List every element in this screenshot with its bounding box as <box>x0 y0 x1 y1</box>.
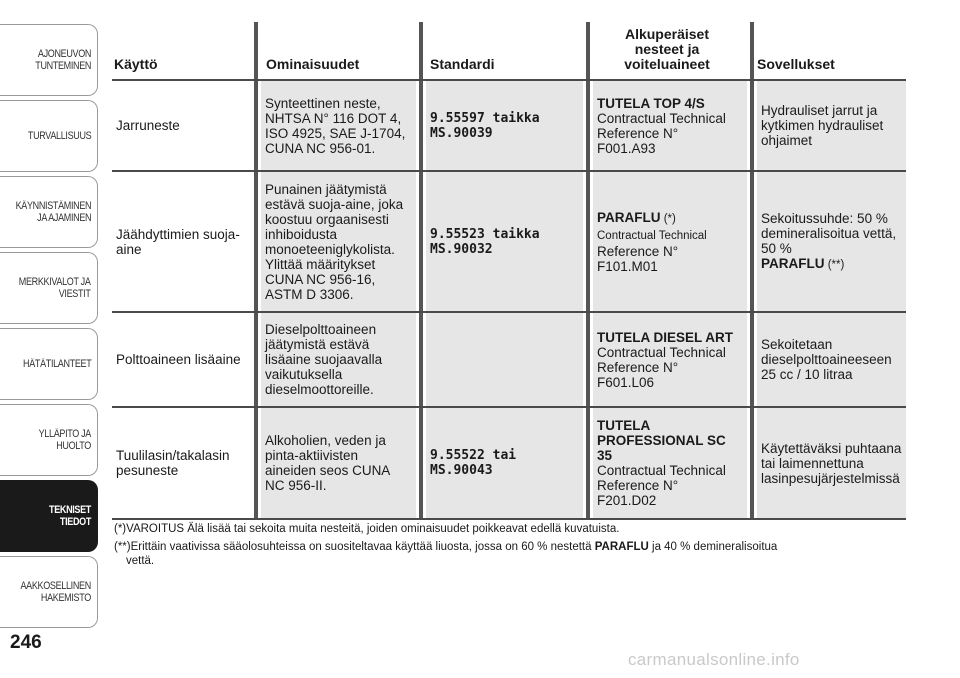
product-name: PARAFLU <box>761 255 825 271</box>
column-separator <box>586 22 590 520</box>
reference-label: Reference N° <box>597 125 679 141</box>
header-sovellukset: Sovellukset <box>757 56 835 72</box>
table-row-1-sovellukset <box>757 81 906 170</box>
footnote-text: (**)Erittäin vaativissa sääolosuhteissa on suositeltavaa käyttää liuosta, jossa on 60 % nestettä <box>114 541 595 553</box>
cell-text: 9.55522 tai MS.90043 <box>430 448 517 478</box>
table-row-2-alkuperaiset <box>593 172 747 311</box>
table-row-4-kaytto <box>112 408 254 518</box>
table-row-3-kaytto <box>112 313 254 406</box>
cell-text: Sekoitetaan dieselpolttoaineeseen 25 cc / 10 litraa <box>761 337 892 382</box>
table-row-4-sovellukset <box>757 408 906 518</box>
tab-ajoneuvon-tunteminen[interactable] <box>0 24 98 96</box>
footnote-product: PARAFLU <box>594 541 649 553</box>
tab-tekniset-tiedot[interactable] <box>0 480 98 552</box>
table-row-3-standardi <box>426 313 583 406</box>
tab-kaynnistaminen[interactable] <box>0 176 98 248</box>
table-row-4-standardi <box>426 408 583 518</box>
product-name: PARAFLU <box>597 209 661 225</box>
reference-label: Reference N° <box>597 478 679 493</box>
table-row-3-sovellukset <box>757 313 906 406</box>
table-row-2-kaytto <box>112 172 254 311</box>
table-row-4-ominaisuudet <box>261 408 416 518</box>
note-marker: (**) <box>824 258 845 271</box>
reference-label: Reference N° <box>597 359 679 375</box>
product-line: Contractual Technical <box>597 110 726 126</box>
table-row-1-ominaisuudet <box>261 81 416 170</box>
table-row-1-kaytto <box>112 81 254 170</box>
cell-text: Hydrauliset jarrut ja kytkimen hydrauliset ohjaimet <box>761 103 884 148</box>
tab-hatatilanteet[interactable] <box>0 328 98 400</box>
table-row-2-sovellukset <box>757 172 906 311</box>
tab-turvallisuus[interactable] <box>0 100 98 172</box>
header-kaytto: Käyttö <box>114 56 158 72</box>
table-row-1-alkuperaiset <box>593 81 747 170</box>
table-row-2-standardi <box>426 172 583 311</box>
product-name: TUTELA DIESEL ART <box>597 329 734 345</box>
reference-code: F101.M01 <box>597 258 658 274</box>
header-alkuperaiset: Alkuperäiset nesteet ja voiteluaineet <box>624 26 710 72</box>
cell-text: Dieselpolttoaineen jäätymistä estävä lisäaine suojaavalla vaikutuksella dieselmoottoreille. <box>265 322 383 397</box>
footnote-2 <box>114 540 914 568</box>
product-line: Contractual Technical <box>597 229 707 242</box>
tab-label: TEKNISET TIEDOT <box>49 504 91 528</box>
product-line: Contractual Technical <box>597 463 726 478</box>
tab-hakemisto[interactable] <box>0 556 98 628</box>
product-suffix: (*) <box>660 212 676 225</box>
table-row-2-ominaisuudet <box>261 172 416 311</box>
footnote-text: vettä. <box>126 555 155 567</box>
cell-text: 9.55523 taikka MS.90032 <box>430 226 540 257</box>
column-separator <box>419 22 423 520</box>
cell-text: Tuulilasin/takalasin pesuneste <box>116 448 230 478</box>
cell-text: Jäähdyttimien suoja-aine <box>116 226 240 257</box>
reference-code: F601.L06 <box>597 374 655 390</box>
table-row-1-standardi <box>426 81 583 170</box>
tab-label: AJONEUVON TUNTEMINEN <box>35 48 91 72</box>
cell-text: Käytettäväksi puhtaana tai laimennettuna lasinpesujärjestelmissä <box>761 440 902 486</box>
product-name: TUTELA PROFESSIONAL SC 35 <box>597 418 726 463</box>
footnote-1: (*)VAROITUS Älä lisää tai sekoita muita nesteitä, joiden ominaisuudet poikkeavat edellä kuvatuista. <box>114 523 620 535</box>
cell-text: Alkoholien, veden ja pinta-aktiivisten aineiden seos CUNA NC 956-II. <box>265 433 390 493</box>
cell-text: Synteettinen neste, NHTSA N° 116 DOT 4, ISO 4925, SAE J-1704, CUNA NC 956-01. <box>265 95 406 156</box>
footnote-text: ja 40 % demineralisoitua <box>648 541 778 553</box>
cell-text: Jarruneste <box>116 118 180 133</box>
table-row-4-alkuperaiset <box>593 408 747 518</box>
tab-label: TURVALLISUUS <box>27 130 91 142</box>
page-number: 246 <box>10 632 42 653</box>
tab-label: AAKKOSELLINEN HAKEMISTO <box>20 580 91 604</box>
tab-merkkivalot[interactable] <box>0 252 98 324</box>
reference-code: F201.D02 <box>597 493 657 508</box>
header-ominaisuudet: Ominaisuudet <box>266 56 360 72</box>
tab-yllapito[interactable] <box>0 404 98 476</box>
reference-code: F001.A93 <box>597 140 656 156</box>
header-standardi: Standardi <box>430 56 495 72</box>
cell-text: 9.55597 taikka MS.90039 <box>430 110 540 141</box>
watermark: carmanualsonline.info <box>628 650 800 669</box>
product-line: Contractual Technical <box>597 344 726 360</box>
column-separator <box>254 22 258 520</box>
tab-label: KÄYNNISTÄMINEN JA AJAMINEN <box>15 200 91 224</box>
reference-label: Reference N° <box>597 243 679 259</box>
column-separator <box>750 22 754 520</box>
cell-text: Polttoaineen lisäaine <box>116 352 241 367</box>
cell-text: Sekoitussuhde: 50 % demineralisoitua vettä, 50 % <box>761 210 897 256</box>
tab-label: MERKKIVALOT JA VIESTIT <box>19 276 91 300</box>
tab-label: HÄTÄTILANTEET <box>22 358 91 370</box>
table-bottom-rule <box>112 518 906 520</box>
product-name: TUTELA TOP 4/S <box>597 95 705 111</box>
table-row-3-ominaisuudet <box>261 313 416 406</box>
tab-label: YLLÄPITO JA HUOLTO <box>38 428 91 452</box>
cell-text: Punainen jäätymistä estävä suoja-aine, joka koostuu orgaanisesti inhiboidusta monoeteeniglykolista. Ylittää määritykset CUNA NC 956-16, ASTM D 3306. <box>265 181 404 302</box>
table-row-3-alkuperaiset <box>593 313 747 406</box>
